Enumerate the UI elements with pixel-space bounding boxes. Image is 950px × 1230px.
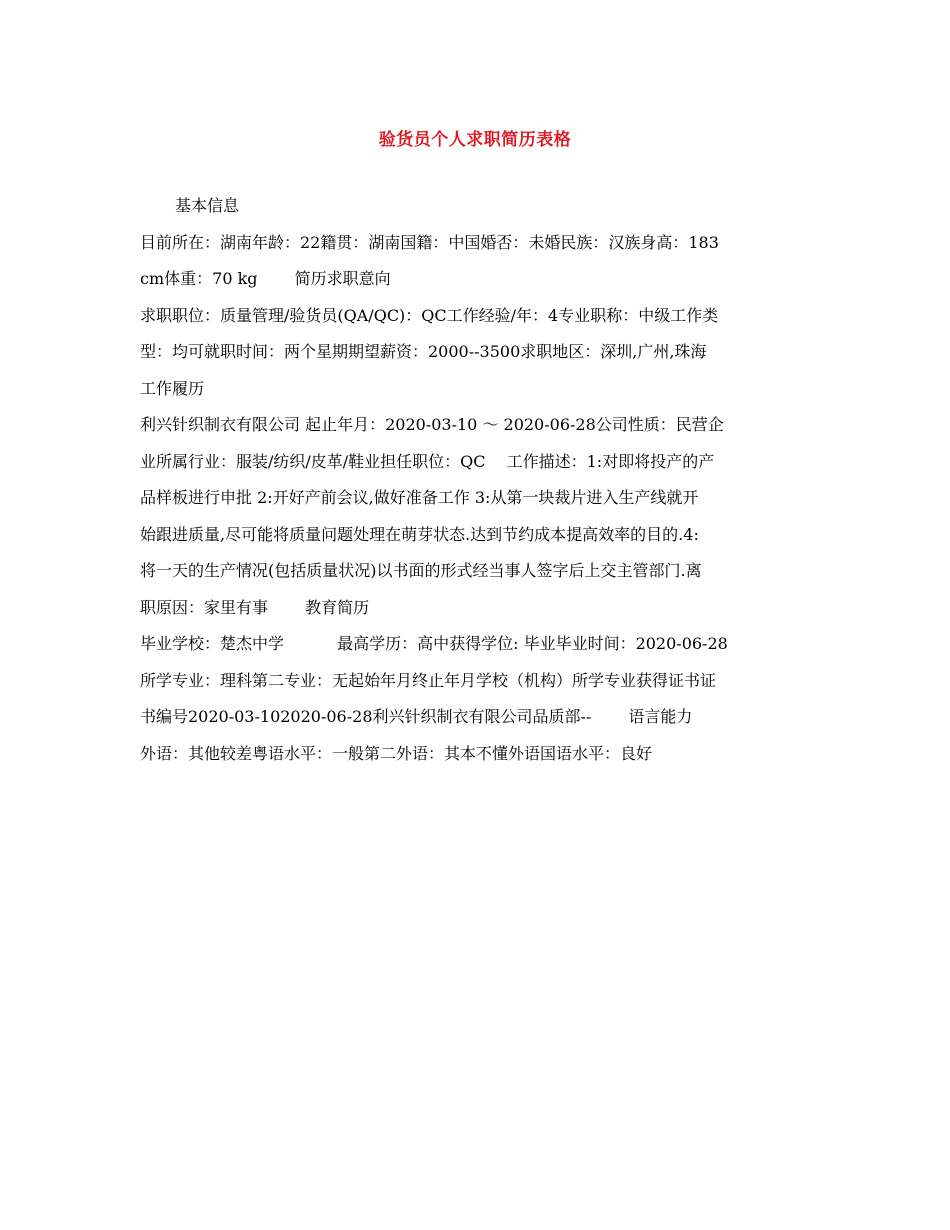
body-line: 将一天的生产情况(包括质量状况)以书面的形式经当事人签字后上交主管部门.离 [140, 561, 702, 580]
body-line: 求职职位：质量管理/验货员(QA/QC)：QC工作经验/年：4专业职称：中级工作类 [140, 305, 719, 325]
body-line: 型：均可就职时间：两个星期期望薪资：2000--3500求职地区：深圳,广州,珠海 [140, 342, 707, 361]
body-line: 利兴针织制衣有限公司 起止年月：2020-03-10 ～ 2020-06-28公司性质：民营企 [140, 415, 724, 434]
body-line: 职原因：家里有事 教育简历 [140, 597, 370, 617]
body-line: 毕业学校：楚杰中学 最高学历：高中获得学位: 毕业毕业时间：2020-06-28 [140, 634, 728, 653]
body-line: 目前所在：湖南年龄：22籍贯：湖南国籍：中国婚否：未婚民族：汉族身高：183 [140, 232, 719, 252]
section-heading-basic-info: 基本信息 [175, 196, 240, 215]
body-line: cm体重：70 kg 简历求职意向 [140, 269, 391, 288]
body-line: 始跟进质量,尽可能将质量问题处理在萌芽状态.达到节约成本提高效率的目的.4: [140, 524, 699, 544]
body-line: 所学专业：理科第二专业：无起始年月终止年月学校（机构）所学专业获得证书证 [140, 670, 717, 690]
section-heading-work-history: 工作履历 [140, 378, 205, 398]
document-title: 验货员个人求职简历表格 [378, 130, 572, 150]
body-line: 书编号2020-03-102020-06-28利兴针织制衣有限公司品质部-- 语言能力 [140, 707, 693, 726]
document-body [140, 188, 815, 772]
body-line: 品样板进行申批 2:开好产前会议,做好准备工作 3:从第一块裁片进入生产线就开 [140, 488, 699, 507]
body-line: 业所属行业：服装/纺织/皮革/鞋业担任职位：QC 工作描述：1:对即将投产的产 [140, 451, 715, 471]
body-line: 外语：其他较差粤语水平：一般第二外语：其本不懂外语国语水平：良好 [140, 743, 653, 763]
